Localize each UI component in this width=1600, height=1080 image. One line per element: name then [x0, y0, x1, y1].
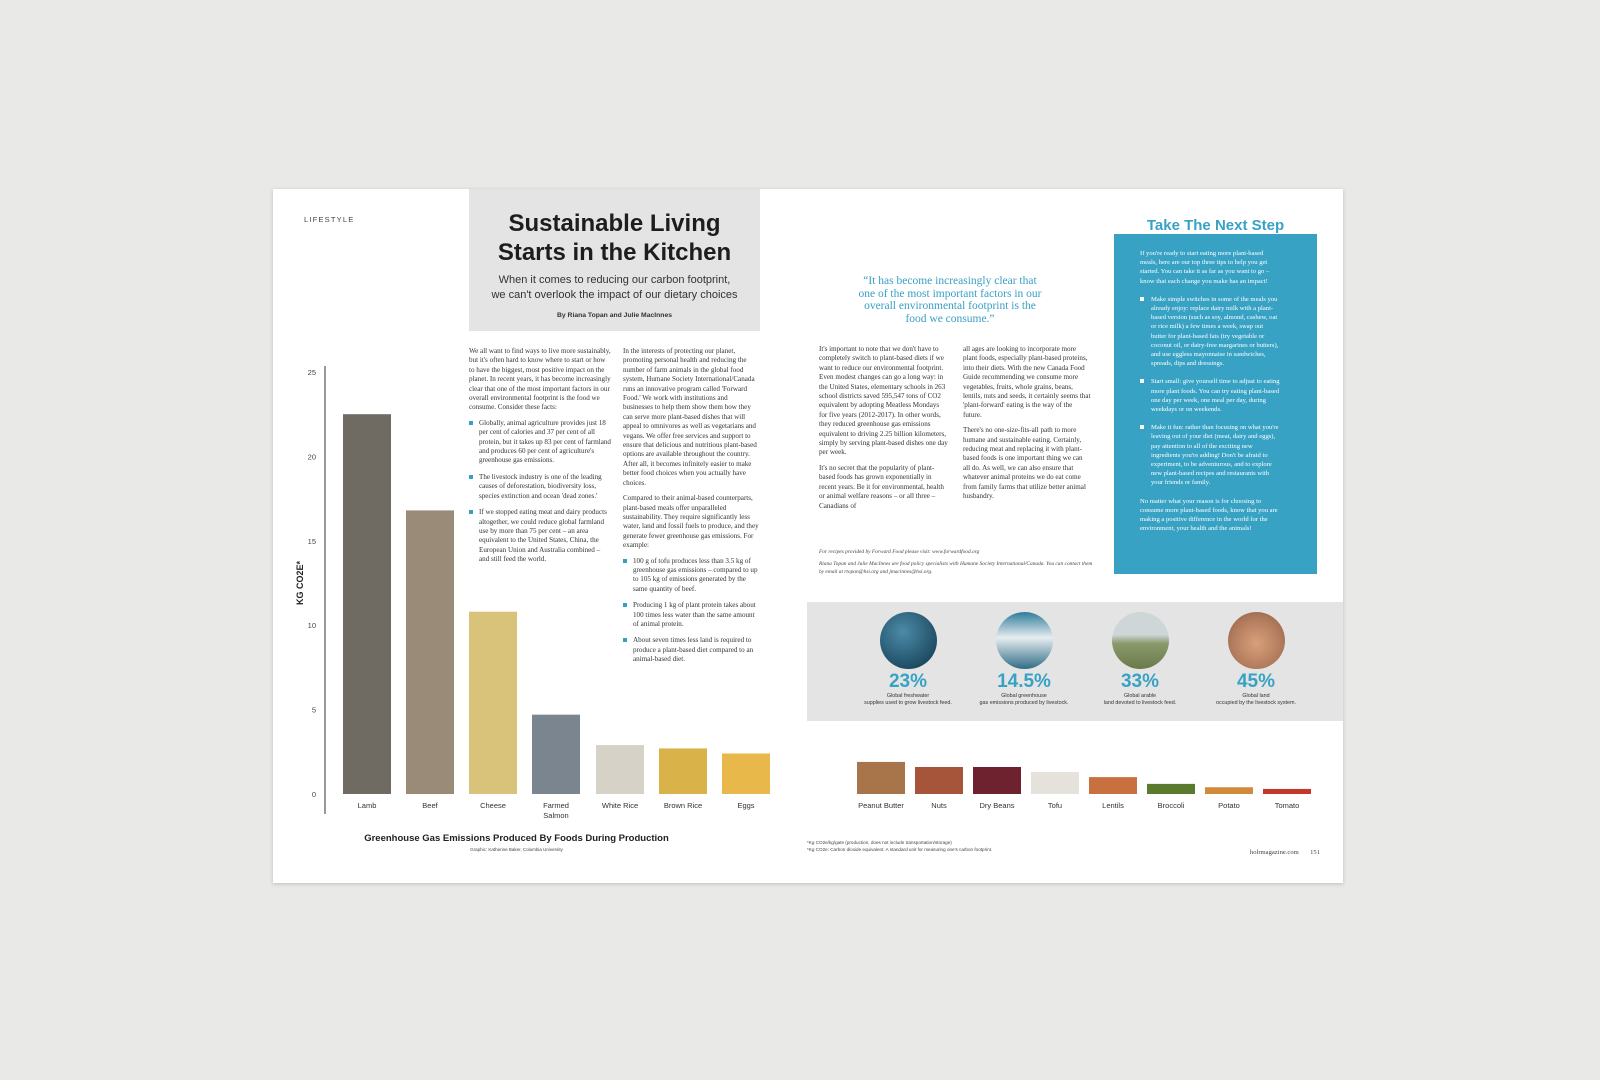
- stat-label-line: land devoted to livestock feed.: [1103, 700, 1177, 706]
- bar-label: Nuts: [931, 801, 947, 810]
- bar-broccoli: [1147, 784, 1195, 794]
- subtitle-line-2: we can't overlook the impact of our dietary choices: [491, 289, 738, 301]
- tip-item: Make it fun: rather than focusing on what you're leaving out of your diet (meat, dairy and eggs), pay attention to all of the exciting new ingredients you're adding! Don't be afraid to experiment, to be adventurous, and to explore new plant-based recipes and restaurants with your friends or family.: [1140, 423, 1280, 487]
- fact-item: 100 g of tofu produces less than 3.5 kg of greenhouse gas emissions – compared to up to 105 kg of emissions generated by the same quantity of beef.: [623, 557, 759, 595]
- bar-farmed-salmon: [532, 715, 580, 794]
- y-tick-label: 15: [307, 536, 316, 546]
- bar-label: Lamb: [357, 801, 377, 810]
- stat-label-line: supplies used to grow livestock feed.: [864, 700, 952, 706]
- tip-item: Make simple switches in some of the meals you already enjoy: replace dairy milk with a plant-based version (such as soy, almond, cashew, oat or rice milk) a few times a week, swap out butter for plant-based fats (try vegetable or coconut oil, or dairy-free margarines or butters), and use eggless mayonnaise in sandwiches, spreads, dips and dressings.: [1140, 295, 1280, 369]
- bar-nuts: [915, 767, 963, 794]
- bar-label: Farmed: [543, 801, 569, 810]
- stat-label-line: Global arable: [1123, 693, 1157, 699]
- bar-label: Brown Rice: [663, 801, 703, 810]
- bar-label: White Rice: [601, 801, 639, 810]
- footnote: *Kg CO2e/kg/gate (production, does not include transportation/storage): [807, 840, 952, 845]
- bar-label: Beef: [422, 801, 438, 810]
- y-tick-label: 0: [311, 790, 316, 799]
- bar-label: Broccoli: [1157, 801, 1185, 810]
- next-step-intro: If you're ready to start eating more plant-based meals, here are our top three tips to help you get started. You can take it as far as you want to go – know that each change you make has an impact!: [1140, 250, 1270, 285]
- bar-lamb: [343, 414, 391, 794]
- footnote: *Kg CO2e: Carbon dioxide equivalent. A standard unit for measuring one's carbon footprint.: [807, 847, 993, 852]
- stat-label-line: Global greenhouse: [1001, 693, 1047, 699]
- bar-tofu: [1031, 772, 1079, 794]
- stat-value: 45%: [1236, 671, 1276, 692]
- y-tick-label: 20: [307, 452, 316, 462]
- bar-beef: [406, 510, 454, 794]
- pull-quote: “It has become increasingly clear that one of the most important factors in our overall environmental footprint is the food we consume.”: [858, 275, 1042, 325]
- bar-lentils: [1089, 777, 1137, 794]
- col1-intro: We all want to find ways to live more sustainably, but it's often hard to know where to start or how to have the biggest, most positive impact on the planet. In recent years, it has become increasingly clear that one of the most important factors in our overall environmental footprint is the food we consume. Consider these facts:: [469, 347, 611, 412]
- y-tick-label: 5: [311, 705, 316, 715]
- col2-paragraph-2: Compared to their animal-based counterparts, plant-based meals offer unparalleled sustainability. They require significantly less water, land and fossil fuels to produce, and they generate fewer greenhouse gas emissions. For example:: [623, 494, 759, 550]
- stat-label-line: occupied by the livestock system.: [1216, 700, 1296, 706]
- y-tick-label: 25: [307, 368, 316, 377]
- bar-label: Dry Beans: [979, 801, 1015, 810]
- magazine-spread: [273, 189, 1343, 883]
- recipe-credit: For recipes provided by Forward Food please visit: www.forwardfood.org: [819, 549, 980, 555]
- fact-item: Producing 1 kg of plant protein takes about 100 times less water than the same amount of animal protein.: [623, 601, 759, 629]
- bar-label: Eggs: [737, 801, 755, 810]
- fact-item: If we stopped eating meat and dairy products altogether, we could reduce global farmland use by more than 75 per cent – an area equivalent to the United States, China, the European Union and Australia combined – and still feed the world.: [469, 508, 611, 564]
- bar-eggs: [722, 753, 770, 794]
- bar-label: Tofu: [1047, 801, 1063, 810]
- author-contact: Riana Topan and Julie MacInnes are food policy specialists with Humane Society International/Canada. You can contact them by email at rtopan@hsi.org and jmacinnes@hsi.org.: [819, 561, 1093, 575]
- bar-peanut-butter: [857, 762, 905, 794]
- page-number: 151: [1310, 849, 1320, 856]
- section-label: LIFESTYLE: [304, 215, 355, 224]
- bar-label: Salmon: [543, 811, 569, 820]
- bar-label: Peanut Butter: [858, 801, 904, 810]
- stat-value: 14.5%: [997, 671, 1051, 692]
- y-axis-label: KG CO2E*: [295, 560, 305, 606]
- next-step-outro: No matter what your reason is for choosing to consume more plant-based foods, know that you are making a positive difference in the world for the environment, your health and the animals!: [1140, 497, 1278, 533]
- byline: By Riana Topan and Julie MacInnes: [556, 312, 673, 319]
- bar-label: Tomato: [1274, 801, 1300, 810]
- bar-potato: [1205, 787, 1253, 794]
- stat-label-line: Global freshwater: [886, 693, 930, 699]
- bar-label: Potato: [1218, 801, 1240, 810]
- bar-brown-rice: [659, 748, 707, 794]
- emissions-bar-chart: [273, 189, 1343, 883]
- bar-tomato: [1263, 789, 1311, 794]
- bar-label: Cheese: [480, 801, 506, 810]
- col3-paragraph-1: It's important to note that we don't have to completely switch to plant-based diets if we want to reduce our environmental footprint. Even modest changes can go a long way: in the United States, elementary schools in 263 school districts saved 595,547 tons of CO2 equivalent by adopting Meatless Mondays for five years (2012-2017). In other words, they reduced greenhouse gas emissions equivalent to driving 2.25 billion kilometers, simply by serving plant-based dishes one day per week.: [819, 345, 948, 457]
- subtitle-line-1: When it comes to reducing our carbon footprint,: [498, 274, 731, 286]
- col4-paragraph-1: all ages are looking to incorporate more plant foods, especially plant-based proteins, into their diets. With the new Canada Food Guide recommending we consume more vegetables, fruits, whole grains, beans, lentils, nuts and seeds, it certainly seems that 'plant-forward' eating is the way of the future.: [963, 345, 1091, 419]
- tip-item: Start small: give yourself time to adjust to eating more plant foods. You can try eating plant-based one day per week, one meal per day, during weekdays or on weekends.: [1140, 377, 1280, 414]
- stat-value: 33%: [1120, 671, 1160, 692]
- stat-label-line: Global land: [1242, 693, 1270, 699]
- website: holrmagazine.com: [1249, 849, 1299, 856]
- title-line-2: Starts in the Kitchen: [497, 239, 732, 266]
- fact-item: About seven times less land is required to produce a plant-based diet compared to an animal-based diet.: [623, 636, 759, 664]
- bar-dry-beans: [973, 767, 1021, 794]
- bar-cheese: [469, 612, 517, 794]
- chart-credit: Graphic: Katherine Baker, Columbia University: [470, 847, 563, 852]
- col3-paragraph-2: It's no secret that the popularity of plant-based foods has grown exponentially in recent years. Be it for environmental, health or animal welfare reasons – or all three – Canadians of: [819, 463, 944, 510]
- stat-value: 23%: [888, 671, 928, 692]
- next-step-title: Take The Next Step: [1146, 217, 1285, 234]
- y-tick-label: 10: [307, 621, 316, 631]
- bar-label: Lentils: [1102, 801, 1124, 810]
- fact-item: Globally, animal agriculture provides just 18 per cent of calories and 37 per cent of all protein, but it takes up 83 per cent of farmland and produces 60 per cent of agriculture's greenhouse gas emissions.: [469, 419, 611, 466]
- stat-label-line: gas emissions produced by livestock.: [979, 700, 1069, 706]
- chart-title: Greenhouse Gas Emissions Produced By Foods During Production: [364, 833, 669, 844]
- col2-paragraph-1: In the interests of protecting our planet, promoting personal health and reducing the number of farm animals in the global food system, Humane Society International/Canada runs an innovative program called 'Forward Food.' We work with institutions and businesses to help them show them how they can serve more plant-based dishes that will appeal to omnivores as well as vegetarians and vegans. We offer free services and support to ensure that delicious and nutritious plant-based options are available throughout the country. After all, it becomes infinitely easier to make better food choices when you actually have choices.: [623, 347, 757, 487]
- fact-item: The livestock industry is one of the leading causes of deforestation, biodiversity loss, species extinction and ocean 'dead zones.': [469, 473, 611, 501]
- col4-paragraph-2: There's no one-size-fits-all path to more humane and sustainable eating. Certainly, reducing meat and replacing it with plant-based foods is one important thing we can all do. As well, we can also ensure that whatever animal proteins we do eat come from family farms that utilize better animal husbandry.: [963, 426, 1086, 501]
- title-line-1: Sustainable Living: [508, 210, 721, 237]
- bar-white-rice: [596, 745, 644, 794]
